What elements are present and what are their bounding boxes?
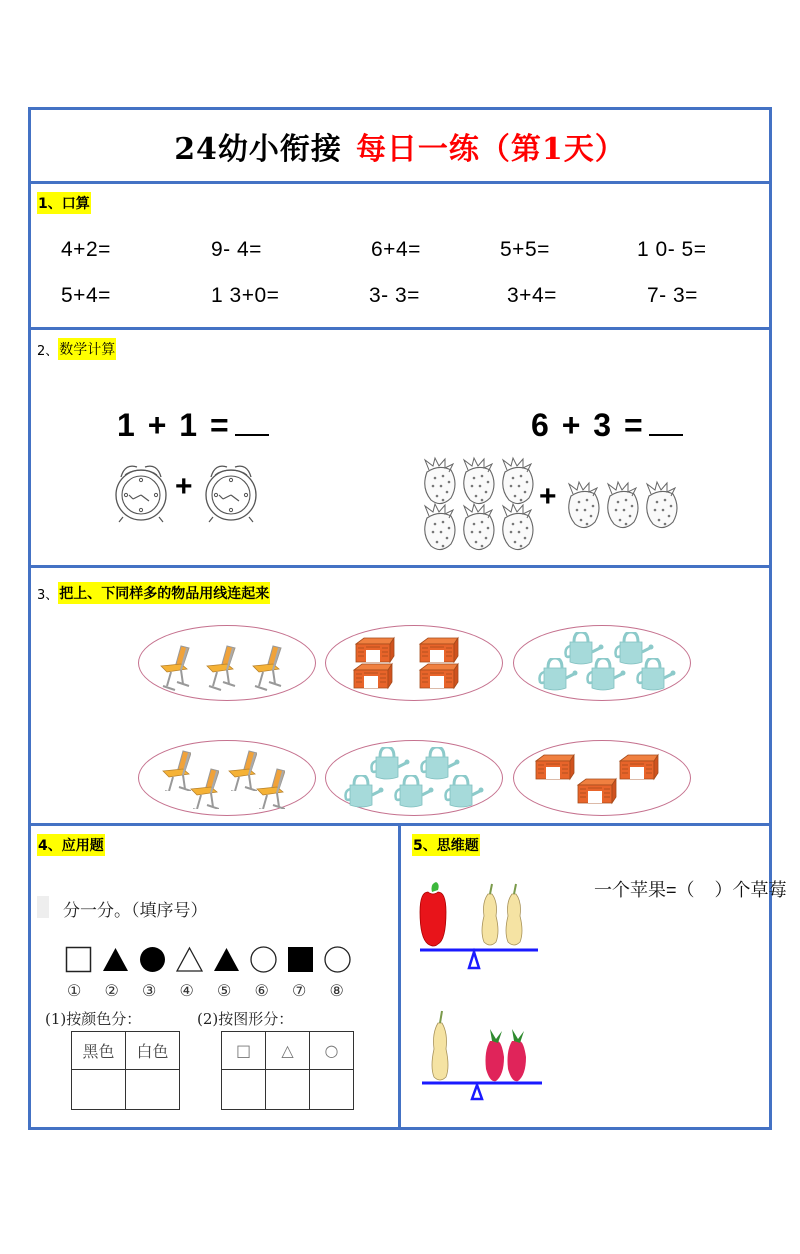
section-thinking [404, 826, 787, 1127]
section-mental-math [31, 184, 769, 330]
answer-cell-circle[interactable] [310, 1070, 354, 1110]
group-chairs-4[interactable] [138, 740, 316, 816]
answer-blank[interactable] [235, 414, 269, 436]
strawberry-icon [419, 456, 459, 508]
calc-item: 4+2= [61, 238, 111, 261]
strawberry-icon [458, 502, 498, 554]
desk-icon [576, 777, 622, 807]
header-black: 黑色 [72, 1032, 126, 1070]
section-title: 应用题 [61, 838, 104, 854]
shape-number-row [67, 981, 367, 1000]
section-title: 数学计算 [58, 338, 116, 360]
bullet-marker [37, 896, 49, 918]
section-title: 把上、下同样多的物品用线连起来 [58, 582, 270, 604]
answer-cell-square[interactable] [222, 1070, 266, 1110]
chair-icon [161, 749, 191, 791]
group-cans-5[interactable] [513, 625, 691, 701]
balance-scale-2 [414, 1001, 544, 1101]
header-white: 白色 [126, 1032, 180, 1070]
group-desks-3[interactable] [513, 740, 691, 816]
worksheet [28, 107, 787, 1130]
section-row-bottom [31, 826, 787, 1127]
answer-cell-black[interactable] [72, 1070, 126, 1110]
section-math-calc [31, 330, 769, 568]
section-application [31, 826, 401, 1127]
section-matching [31, 568, 769, 826]
calc-item: 5+4= [61, 284, 111, 307]
calc-item: 3- 3= [369, 284, 420, 307]
calc-item: 7- 3= [647, 284, 698, 307]
watering-can-icon [394, 775, 434, 811]
calc-item: 9- 4= [211, 238, 262, 261]
circle-outline-icon [324, 946, 351, 973]
equation-1: 1 + 1 = [117, 407, 269, 444]
circle-outline-icon [250, 946, 277, 973]
section-heading [37, 834, 105, 856]
strawberry-icon [458, 456, 498, 508]
section-heading [37, 582, 270, 604]
title-black-part: 24幼小衔接 [174, 131, 342, 167]
calc-item: 1 0- 5= [637, 238, 707, 261]
desk-icon [352, 662, 394, 690]
section-heading [412, 834, 480, 856]
pear-icon [432, 1011, 448, 1080]
apple-icon [420, 882, 446, 946]
clock-icon [111, 455, 171, 525]
watering-can-icon [344, 775, 384, 811]
header-square: □ [222, 1032, 266, 1070]
plus-sign: + [175, 470, 193, 503]
square-filled-icon [287, 946, 314, 973]
section-number: 2、 [37, 343, 59, 359]
watering-can-icon [586, 658, 626, 694]
strawberry-icon [497, 502, 537, 554]
triangle-filled-icon [102, 946, 129, 973]
shape-label: ⑥ [254, 981, 269, 1000]
section-number: 5、 [413, 838, 437, 854]
chair-icon [227, 749, 257, 791]
chair-icon [189, 767, 219, 809]
strawberry-icon [602, 480, 642, 532]
desk-icon [418, 636, 460, 664]
instruction-text: 分一分。（填序号） [63, 901, 208, 921]
calc-item: 1 3+0= [211, 284, 280, 307]
desk-icon [618, 753, 664, 783]
desk-icon [534, 753, 580, 783]
header-circle: ○ [310, 1032, 354, 1070]
balance-scale-1 [414, 876, 544, 971]
shape-sort-table [221, 1031, 354, 1110]
answer-cell-white[interactable] [126, 1070, 180, 1110]
answer-cell-triangle[interactable] [266, 1070, 310, 1110]
question-text: 一个苹果=（ ）个草莓 [594, 880, 787, 900]
group-cans-5[interactable] [325, 740, 503, 816]
triangle-outline-icon [176, 946, 203, 973]
section-number: 3、 [37, 587, 59, 603]
group-desks-4[interactable] [325, 625, 503, 701]
chair-icon [251, 644, 285, 692]
chair-icon [159, 644, 193, 692]
pear-icon [482, 884, 522, 945]
group-chairs-3[interactable] [138, 625, 316, 701]
equation-2: 6 + 3 = [531, 407, 683, 444]
strawberry-icon [641, 480, 681, 532]
strawberry-icon [419, 502, 459, 554]
shape-label: ④ [179, 981, 194, 1000]
sort-by-color-label: (1)按颜色分： [45, 1010, 142, 1028]
triangle-filled-icon [213, 946, 240, 973]
square-outline-icon [65, 946, 92, 973]
header-triangle: △ [266, 1032, 310, 1070]
shape-label: ⑧ [329, 981, 344, 1000]
desk-icon [354, 636, 396, 664]
watering-can-icon [636, 658, 676, 694]
clock-icon [201, 455, 261, 525]
shape-label: ② [104, 981, 119, 1000]
color-sort-table [71, 1031, 180, 1110]
page-title [31, 110, 769, 184]
watering-can-icon [444, 775, 484, 811]
sort-by-shape-label: (2)按图形分： [197, 1010, 294, 1028]
shape-row [65, 946, 351, 973]
shape-label: ⑤ [217, 981, 232, 1000]
calc-item: 5+5= [500, 238, 550, 261]
shape-label: ⑦ [292, 981, 307, 1000]
section-heading [37, 338, 116, 360]
shape-label: ③ [142, 981, 157, 1000]
watering-can-icon [538, 658, 578, 694]
chair-icon [205, 644, 239, 692]
desk-icon [418, 662, 460, 690]
title-red-part: 每日一练（第1天） [355, 131, 626, 167]
calc-item: 6+4= [371, 238, 421, 261]
section-heading [37, 192, 91, 214]
section-title: 思维题 [436, 838, 479, 854]
strawberry-icon [497, 456, 537, 508]
calc-item: 3+4= [507, 284, 557, 307]
section-number: 4、 [38, 838, 62, 854]
strawberry-icon [563, 480, 603, 532]
circle-filled-icon [139, 946, 166, 973]
chair-icon [255, 767, 285, 809]
section-number: 1、 [38, 196, 62, 212]
answer-blank[interactable] [649, 414, 683, 436]
section-title: 口算 [61, 196, 90, 212]
shape-label: ① [67, 981, 82, 1000]
plus-sign: + [539, 480, 557, 513]
strawberry-icon [486, 1029, 527, 1081]
